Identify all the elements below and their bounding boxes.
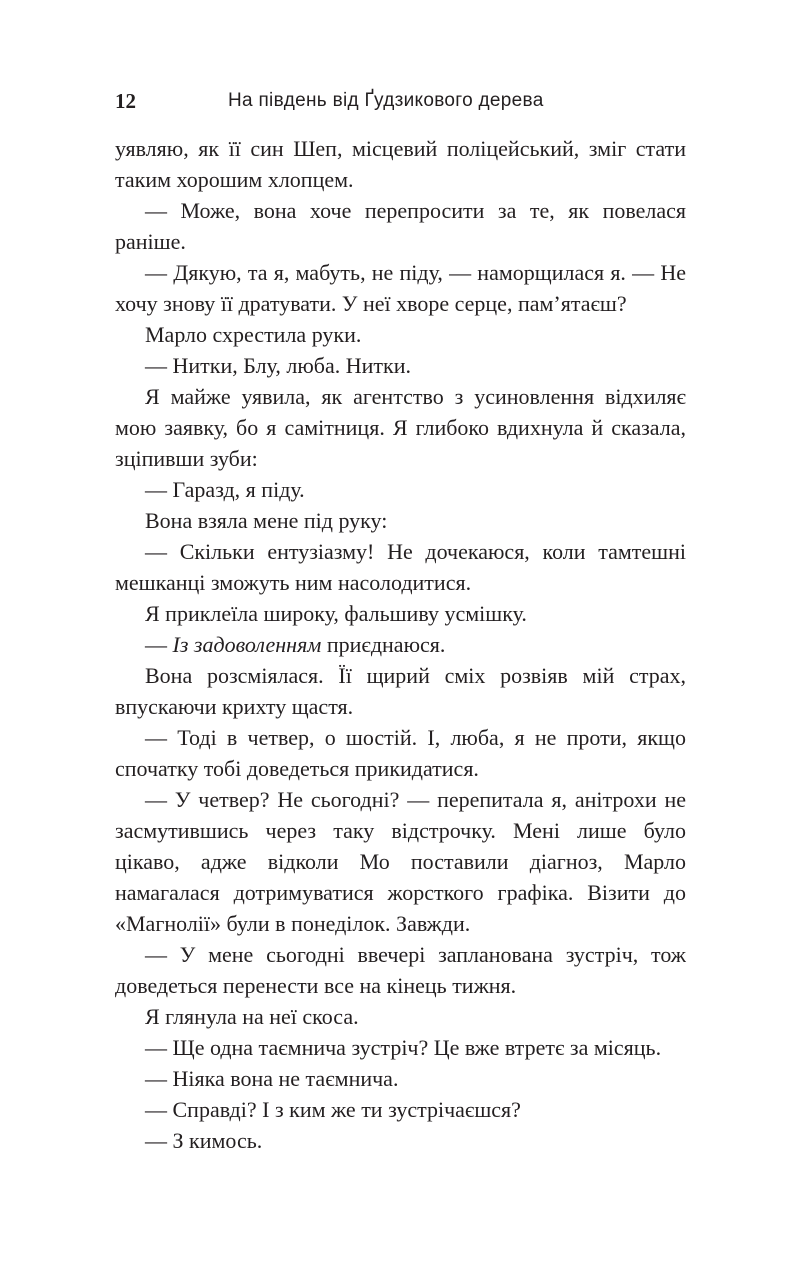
paragraph: Вона взяла мене під руку: (145, 508, 388, 533)
emphasized-phrase: Із задоволенням (172, 632, 322, 657)
text-body (115, 133, 686, 1156)
paragraph: — З кимось. (145, 1128, 263, 1153)
running-title: На південь від Ґудзикового дерева (228, 90, 544, 111)
paragraph: — Дякую, та я, мабуть, не піду, — наморщилася я. — Не хочу знову її дратувати. У неї хворе серце, пам’ятаєш? (115, 260, 686, 316)
paragraph: — Гаразд, я піду. (145, 477, 305, 502)
paragraph (115, 629, 686, 660)
dialogue-dash: — (145, 632, 173, 657)
paragraph: уявляю, як її син Шеп, місцевий поліцейський, зміг стати таким хорошим хлопцем. (115, 136, 686, 192)
paragraph: Я приклеїла широку, фальшиву усмішку. (145, 601, 527, 626)
page-number: 12 (115, 89, 136, 113)
paragraph: — У четвер? Не сьогодні? — перепитала я, анітрохи не засмутившись через таку відстрочку. Мені лише було цікаво, адже відколи Мо поставили діагноз, Марло намагалася дотримуватися жорсткого графіка. Візити до «Магнолії» були в понеділок. Завжди. (115, 787, 686, 936)
paragraph-suffix: приєднаюся. (321, 632, 446, 657)
paragraph: — Нитки, Блу, люба. Нитки. (145, 353, 411, 378)
paragraph: — Може, вона хоче перепросити за те, як повелася раніше. (115, 198, 686, 254)
paragraph: — Ніяка вона не таємнича. (145, 1066, 399, 1091)
paragraph: — Скільки ентузіазму! Не дочекаюся, коли тамтешні мешканці зможуть ним насолодитися. (115, 539, 686, 595)
paragraph: — Справді? І з ким же ти зустрічаєшся? (145, 1097, 521, 1122)
paragraph: — Ще одна таємнича зустріч? Це вже втретє за місяць. (145, 1035, 662, 1060)
paragraph: — Тоді в четвер, о шостій. І, люба, я не проти, якщо спочатку тобі доведеться прикидатися. (115, 725, 686, 781)
paragraph: Я майже уявила, як агентство з усиновлення відхиляє мою заявку, бо я самітниця. Я глибоко вдихнула й сказала, зціпивши зуби: (115, 384, 686, 471)
paragraph: Вона розсміялася. Її щирий сміх розвіяв мій страх, впускаючи крихту щастя. (115, 663, 686, 719)
paragraph: Марло схрестила руки. (145, 322, 362, 347)
paragraph: — У мене сьогодні ввечері запланована зустріч, тож доведеться перенести все на кінець тижня. (115, 942, 686, 998)
paragraph: Я глянула на неї скоса. (145, 1004, 359, 1029)
